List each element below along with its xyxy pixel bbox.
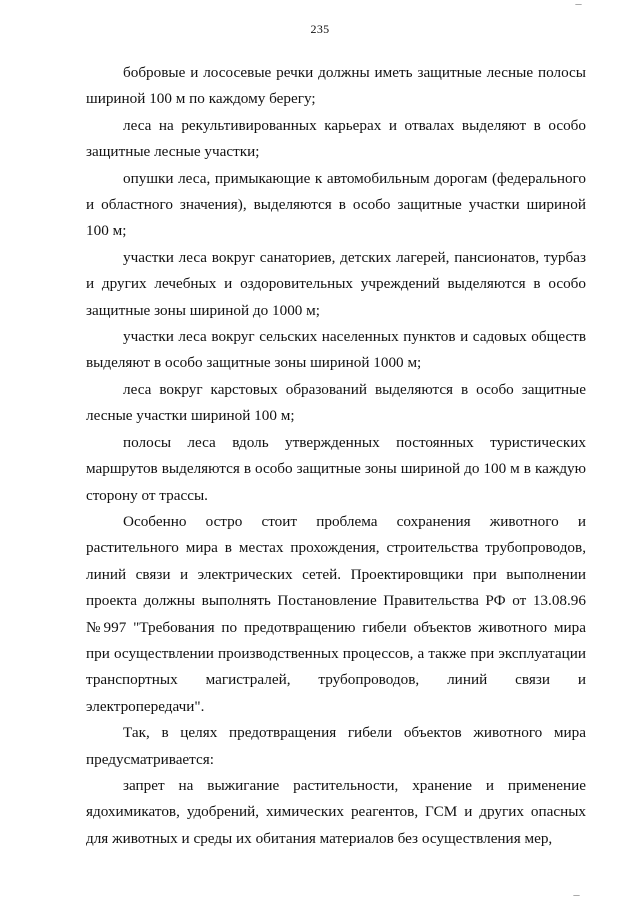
paragraph-10: запрет на выжигание растительности, хранение и применение ядохимикатов, удобрений, химических реагентов, ГСМ и других опасных для животных и среды их обитания материалов без осуществления мер, <box>86 776 586 847</box>
paragraph-1: бобровые и лососевые речки должны иметь защитные лесные полосы шириной 100 м по каждому берегу; <box>86 64 586 108</box>
paragraph-6: леса вокруг карстовых образований выделяются в особо защитные лесные участки шириной 100 м; <box>86 380 586 425</box>
paragraph-3: опушки леса, примыкающие к автомобильным дорогам (федерального и областного значения), выделяются в особо защитные участки шириной 100 м; <box>86 169 586 240</box>
paragraph-4: участки леса вокруг санаториев, детских лагерей, пансионатов, турбаз и других лечебных и оздоровительных учреждений выделяются в особо защитные зоны шириной до 1000 м; <box>86 248 586 319</box>
scan-corner-mark-bottom: — <box>573 891 580 899</box>
body-text <box>86 60 586 852</box>
paragraph-2: леса на рекультивированных карьерах и отвалах выделяют в особо защитные лесные участки; <box>86 116 586 161</box>
scan-corner-mark-top: — <box>575 0 582 8</box>
paragraph-9: Так, в целях предотвращения гибели объектов животного мира предусматривается: <box>86 724 586 768</box>
page-number: 235 <box>310 22 330 36</box>
paragraph-8: Особенно остро стоит проблема сохранения животного и растительного мира в местах прохождения, строительства трубопроводов, линий связи и электрических сетей. Проектировщики при выполнении проекта должны выполнять Постановление Правительства РФ от 13.08.96 №997 "Требования по предотвращению гибели объектов животного мира при осуществлении производственных процессов, а также при эксплуатации транспортных магистралей, трубопроводов, линий связи и электропередачи". <box>86 512 586 715</box>
paragraph-5: участки леса вокруг сельских населенных пунктов и садовых обществ выделяют в особо защитные зоны шириной 1000 м; <box>86 328 586 372</box>
paragraph-7: полосы леса вдоль утвержденных постоянных туристических маршрутов выделяются в особо защитные зоны шириной до 100 м в каждую сторону от трассы. <box>86 433 586 504</box>
